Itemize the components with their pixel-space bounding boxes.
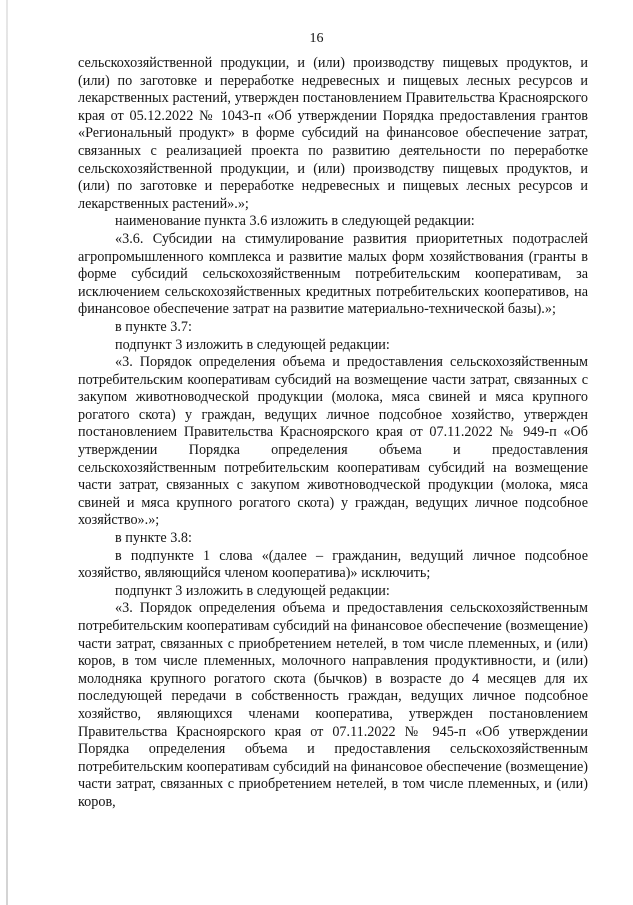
paragraph-subitem-3-text-b: «3. Порядок определения объема и предоставления сельскохозяйственным потребительским кооперативам субсидий на финансовое обеспечение (возмещение) части затрат, связанных с приобретением нетелей, в том числе племенных, и (или) коров, в том числе племенных, молочного направления продуктивности, и (или) молодняка крупного рогатого скота (бычков) в возрасте до 4 месяцев для их последующей передачи в собственность граждан, ведущих личное подсобное хозяйство, являющихся членами кооператива, утвержден постановлением Правительства Красноярского края от 07.11.2022 № 945-п «Об утверждении Порядка определения объема и предоставления сельскохозяйственным потребительским кооперативам субсидий на финансовое обеспечение (возмещение) части затрат, связанных с приобретением нетелей, в том числе племенных, и (или) коров, [78, 600, 588, 810]
scan-edge [6, 0, 8, 905]
paragraph-item-3-6-text: «3.6. Субсидии на стимулирование развития приоритетных подотраслей агропромышленного комплекса и развитие малых форм хозяйствования (гранты в форме субсидий сельскохозяйственным потребительским кооперативам, за исключением сельскохозяйственных кредитных потребительских кооперативов, на финансовое обеспечение затрат на развитие материально-технической базы).»; [78, 230, 588, 318]
paragraph-item-3-6-heading: наименование пункта 3.6 изложить в следующей редакции: [115, 213, 475, 230]
paragraph-subitem-3-text-a: «3. Порядок определения объема и предоставления сельскохозяйственным потребительским кооперативам субсидий на возмещение части затрат, связанных с закупом животноводческой продукции (молока, мяса свиней и мяса крупного рогатого скота) у граждан, ведущих личное подсобное хозяйство, утвержден постановлением Правительства Красноярского края от 07.11.2022 № 949-п «Об утверждении Порядка определения объема и предоставления сельскохозяйственным потребительским кооперативам субсидий на возмещение части затрат, связанных с закупом животноводческой продукции (молока, мяса свиней и мяса крупного рогатого скота) у граждан, ведущих личное подсобное хозяйство».»; [78, 354, 588, 529]
paragraph-intro: сельскохозяйственной продукции, и (или) производству пищевых продуктов, и (или) по заготовке и переработке недревесных и пищевых лесных ресурсов и лекарственных растений, утвержден постановлением Правительства Красноярского края от 05.12.2022 № 1043-п «Об утверждении Порядка предоставления грантов «Региональный продукт» в форме субсидий на финансовое обеспечение затрат, связанных с реализацией проекта по развитию деятельности по переработке сельскохозяйственной продукции, и (или) производству пищевых продуктов, и (или) по заготовке и переработке недревесных и пищевых лесных ресурсов и лекарственных растений».»; [78, 55, 588, 212]
paragraph-subitem-1: в подпункте 1 слова «(далее – гражданин, ведущий личное подсобное хозяйство, являющийся членом кооператива)» исключить; [78, 547, 588, 582]
paragraph-subitem-3-heading-b: подпункт 3 изложить в следующей редакции: [115, 582, 390, 599]
paragraph-subitem-3-heading-a: подпункт 3 изложить в следующей редакции: [115, 336, 390, 353]
paragraph-item-3-7: в пункте 3.7: [115, 318, 192, 335]
paragraph-item-3-8: в пункте 3.8: [115, 530, 192, 547]
page-number: 16 [309, 31, 324, 46]
document-body [78, 55, 588, 812]
